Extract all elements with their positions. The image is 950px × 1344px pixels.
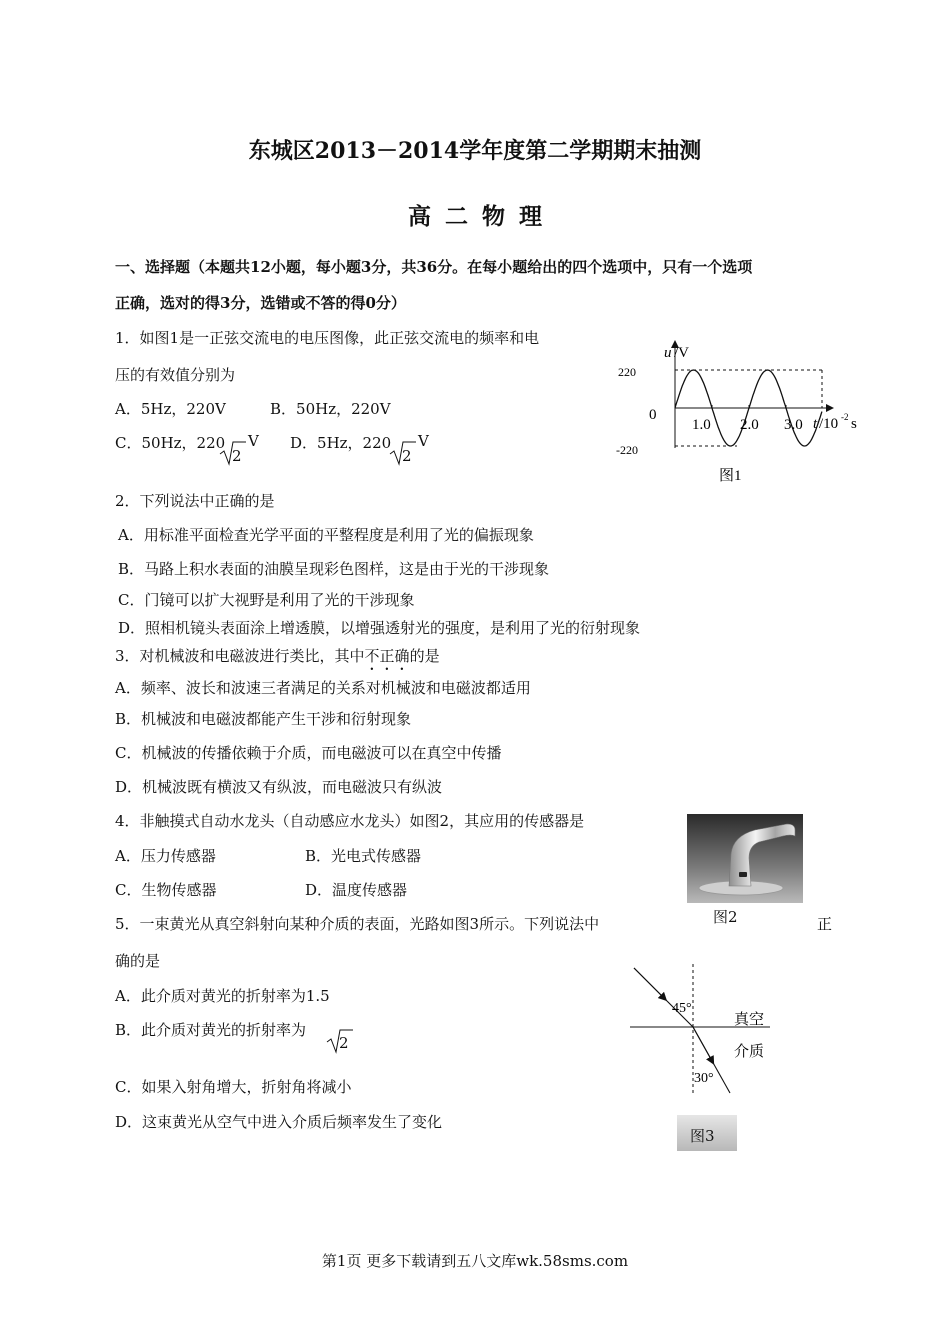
q5-stem-line1: 5．一束黄光从真空斜射向某种介质的表面，光路如图3所示。下列说法中	[115, 915, 600, 933]
q5-option-c: C．如果入射角增大，折射角将减小	[115, 1078, 352, 1096]
q4-option-a: A．压力传感器	[115, 847, 216, 865]
q5-stem-line2: 确的是	[115, 952, 161, 970]
q1-option-a: A．5Hz，220V	[115, 400, 226, 418]
q4-option-c: C．生物传感器	[115, 881, 217, 899]
subject-title: 高二物理	[408, 203, 556, 230]
document-title: 东城区2013－2014学年度第二学期期末抽测	[248, 138, 702, 164]
q5-stem-line1-tail: 正	[817, 915, 833, 933]
x-label-t: t	[813, 416, 818, 432]
q2-option-c: C．门镜可以扩大视野是利用了光的干涉现象	[118, 591, 415, 609]
y-tick-minus-220: -220	[616, 443, 638, 457]
q1-option-d-unit: V	[418, 432, 429, 450]
q3-option-d: D．机械波既有横波又有纵波，而电磁波只有纵波	[115, 778, 443, 796]
medium-label: 介质	[734, 1044, 765, 1060]
q1-option-d	[290, 432, 391, 453]
q5-option-b-root: 2	[339, 1034, 349, 1052]
figure-1-voltage-graph	[612, 338, 872, 488]
q3-stem	[115, 645, 440, 674]
q3-option-c: C．机械波的传播依赖于介质，而电磁波可以在真空中传播	[115, 744, 502, 762]
vacuum-label: 真空	[734, 1012, 765, 1028]
angle-30-label: 30°	[694, 1071, 714, 1086]
q5-option-b: B．此介质对黄光的折射率为	[115, 1021, 307, 1039]
figure-3-caption: 图3	[690, 1127, 715, 1145]
q1-stem-line2: 压的有效值分别为	[115, 366, 236, 384]
x-label-exponent: -2	[841, 412, 849, 422]
q2-option-d: D．照相机镜头表面涂上增透膜，以增强透射光的强度，是利用了光的衍射现象	[118, 619, 641, 637]
q3-stem-suffix: 的是	[409, 647, 440, 665]
q3-stem-prefix: 3．对机械波和电磁波进行类比，其中	[115, 647, 365, 665]
figure-3-refraction-diagram	[626, 960, 776, 1100]
q4-stem: 4．非触摸式自动水龙头（自动感应水龙头）如图2，其应用的传感器是	[115, 812, 585, 830]
q4-option-b: B．光电式传感器	[305, 847, 422, 865]
q2-option-a: A．用标准平面检查光学平面的平整程度是利用了光的偏振现象	[118, 526, 534, 544]
q1-option-c-prefix: C．50Hz，220	[115, 434, 226, 452]
q3-stem-emphasis: 不正确	[364, 647, 410, 665]
q5-option-d: D．这束黄光从空气中进入介质后频率发生了变化	[115, 1113, 443, 1131]
section-instructions-line1: 一、选择题（本题共12小题，每小题3分，共36分。在每小题给出的四个选项中，只有一个选项	[115, 258, 753, 276]
q3-option-b: B．机械波和电磁波都能产生干涉和衍射现象	[115, 710, 412, 728]
section-instructions-line2: 正确，选对的得3分，选错或不答的得0分）	[115, 294, 406, 312]
y-label-unit: /V	[674, 345, 689, 361]
x-tick-2: 2.0	[740, 417, 759, 433]
figure-2-caption: 图2	[713, 908, 738, 926]
x-tick-1: 1.0	[692, 417, 711, 433]
q5-option-a: A．此介质对黄光的折射率为1.5	[115, 987, 330, 1005]
q1-option-d-prefix: D．5Hz，220	[290, 434, 392, 452]
angle-45-label: 45°	[672, 1001, 692, 1016]
q2-stem: 2．下列说法中正确的是	[115, 492, 275, 510]
page-footer: 第1页 更多下载请到五八文库wk.58sms.com	[321, 1252, 629, 1270]
y-label-u: u	[664, 345, 672, 361]
q2-option-b: B．马路上积水表面的油膜呈现彩色图样，这是由于光的干涉现象	[118, 560, 550, 578]
q1-option-d-root: 2	[402, 447, 412, 465]
q1-option-c-unit: V	[248, 432, 259, 450]
q4-option-d: D．温度传感器	[305, 881, 408, 899]
refracted-ray-arrow	[693, 1027, 712, 1061]
incident-ray-arrow	[634, 968, 664, 998]
q1-stem-line1: 1．如图1是一正弦交流电的电压图像，此正弦交流电的频率和电	[115, 329, 540, 347]
x-tick-3: 3.0	[784, 417, 803, 433]
figure-1-caption: 图1	[719, 468, 742, 484]
y-tick-220: 220	[618, 365, 636, 379]
q1-option-c-root: 2	[232, 447, 242, 465]
q1-option-c	[115, 432, 225, 453]
origin-label: 0	[649, 407, 657, 423]
figure-2-faucet-image	[687, 814, 803, 903]
x-label-unit: /10	[819, 416, 839, 432]
q1-option-b: B．50Hz，220V	[270, 400, 391, 418]
x-label-seconds: s	[851, 416, 857, 432]
q3-option-a: A．频率、波长和波速三者满足的关系对机械波和电磁波都适用	[115, 679, 531, 697]
